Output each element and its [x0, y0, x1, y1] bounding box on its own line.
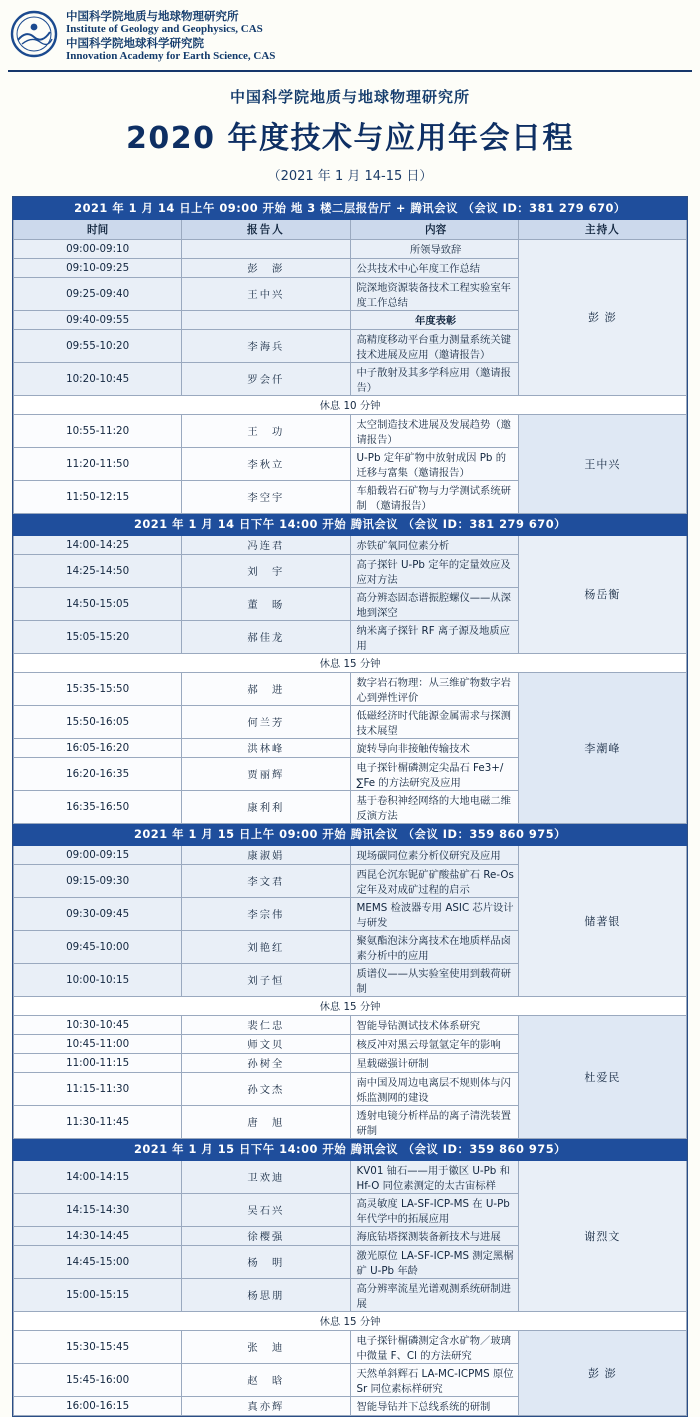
- column-header-content: 内容: [350, 219, 518, 239]
- agenda-speaker: 李空宇: [182, 480, 350, 513]
- agenda-time: 09:00-09:10: [14, 239, 182, 258]
- agenda-content: 所领导致辞: [350, 239, 518, 258]
- agenda-content: 高分辨率流星光谱观测系统研制进展: [350, 1278, 518, 1311]
- agenda-content: 数字岩石物理：从三维矿物数字岩心到弹性评价: [350, 672, 518, 705]
- agenda-speaker: 董 旸: [182, 587, 350, 620]
- break-label: 休息 10 分钟: [14, 395, 687, 414]
- break-row: [14, 996, 687, 1015]
- agenda-content: 高分辨态固态谱振腔螺仪——从深地到深空: [350, 587, 518, 620]
- agenda-time: 09:10-09:25: [14, 258, 182, 277]
- institute-seal-icon: [10, 10, 58, 58]
- agenda-content: U-Pb 定年矿物中放射成因 Pb 的迁移与富集（邀请报告）: [350, 447, 518, 480]
- agenda-speaker: [182, 239, 350, 258]
- column-header-time: 时间: [14, 219, 182, 239]
- agenda-time: 09:45-10:00: [14, 930, 182, 963]
- agenda-time: 15:50-16:05: [14, 705, 182, 738]
- agenda-time: 09:15-09:30: [14, 864, 182, 897]
- agenda-content: 院深地资源装备技术工程实验室年度工作总结: [350, 277, 518, 310]
- agenda-speaker: 真亦辉: [182, 1396, 350, 1415]
- agenda-speaker: 张 迪: [182, 1330, 350, 1363]
- agenda-content: 聚氨酯泡沫分离技术在地质样品卤素分析中的应用: [350, 930, 518, 963]
- agenda-speaker: 杨 明: [182, 1245, 350, 1278]
- agenda-content: 现场碳同位素分析仪研究及应用: [350, 845, 518, 864]
- agenda-content: 低磁经济时代能源金属需求与探测技术展望: [350, 705, 518, 738]
- agenda-content: 天然单斜辉石 LA-MC-ICPMS 原位 Sr 同位素标样研究: [350, 1363, 518, 1396]
- agenda-table: [13, 197, 687, 1416]
- agenda-speaker: 洪林峰: [182, 738, 350, 757]
- agenda-host: 谢烈文: [518, 1160, 686, 1311]
- agenda-row: [14, 1330, 687, 1363]
- agenda-speaker: 何兰芳: [182, 705, 350, 738]
- agenda-speaker: 徐樱强: [182, 1226, 350, 1245]
- agenda-content: 赤铁矿氧同位素分析: [350, 535, 518, 554]
- agenda-time: 11:30-11:45: [14, 1105, 182, 1138]
- agenda-speaker: 罗会仟: [182, 362, 350, 395]
- agenda-content: MEMS 检波器专用 ASIC 芯片设计与研发: [350, 897, 518, 930]
- agenda-speaker: [182, 310, 350, 329]
- title-date: （2021 年 1 月 14-15 日）: [267, 168, 433, 184]
- agenda-time: 10:20-10:45: [14, 362, 182, 395]
- agenda-content: 质谱仪——从实验室使用到载荷研制: [350, 963, 518, 996]
- institute-names: [66, 8, 275, 64]
- agenda-time: 11:15-11:30: [14, 1072, 182, 1105]
- agenda-time: 09:25-09:40: [14, 277, 182, 310]
- agenda-content: 激光原位 LA-SF-ICP-MS 测定黑榍矿 U-Pb 年龄: [350, 1245, 518, 1278]
- session-banner: 2021 年 1 月 14 日下午 14:00 开始 腾讯会议 （会议 ID：381 279 670）: [14, 513, 687, 535]
- column-header-speaker: 报告人: [182, 219, 350, 239]
- agenda-speaker: 冯连君: [182, 535, 350, 554]
- agenda-time: 11:50-12:15: [14, 480, 182, 513]
- institute-en-line2: Innovation Academy for Earth Science, CAS: [66, 50, 276, 63]
- agenda-time: 14:00-14:25: [14, 535, 182, 554]
- agenda-speaker: 郝 进: [182, 672, 350, 705]
- agenda-host: 储著银: [518, 845, 686, 996]
- agenda-host: 李潮峰: [518, 672, 686, 823]
- agenda-time: 16:20-16:35: [14, 757, 182, 790]
- agenda-content: 透射电镜分析样品的离子清洗装置研制: [350, 1105, 518, 1138]
- agenda-content: 旋转导向非接触传输技术: [350, 738, 518, 757]
- agenda-time: 15:45-16:00: [14, 1363, 182, 1396]
- agenda-speaker: 王中兴: [182, 277, 350, 310]
- agenda-host: 杜爱民: [518, 1015, 686, 1138]
- agenda-content: 车船载岩石矿物与力学测试系统研制 （邀请报告）: [350, 480, 518, 513]
- break-row: [14, 1311, 687, 1330]
- agenda-speaker: 吴石兴: [182, 1193, 350, 1226]
- agenda-host: 杨岳衡: [518, 535, 686, 653]
- agenda-speaker: 贾丽辉: [182, 757, 350, 790]
- agenda-speaker: 王 功: [182, 414, 350, 447]
- agenda-time: 09:30-09:45: [14, 897, 182, 930]
- institute-en-line1: Institute of Geology and Geophysics, CAS: [66, 23, 263, 36]
- agenda-content: 电子探针榍磷测定含水矿物／玻璃中微量 F、Cl 的方法研究: [350, 1330, 518, 1363]
- agenda-time: 15:05-15:20: [14, 620, 182, 653]
- agenda-speaker: 卫欢迪: [182, 1160, 350, 1193]
- agenda-speaker: 康淑娟: [182, 845, 350, 864]
- agenda-speaker: 孙文杰: [182, 1072, 350, 1105]
- agenda-time: 10:55-11:20: [14, 414, 182, 447]
- session-banner-row: [14, 513, 687, 535]
- agenda-content: 西昆仑沉东铌矿矿酸盐矿石 Re-Os 定年及对成矿过程的启示: [350, 864, 518, 897]
- agenda-speaker: 刘艳红: [182, 930, 350, 963]
- agenda-row: [14, 239, 687, 258]
- agenda-content: 公共技术中心年度工作总结: [350, 258, 518, 277]
- agenda-content: 太空制造技术进展及发展趋势（邀请报告）: [350, 414, 518, 447]
- agenda-row: [14, 1015, 687, 1034]
- agenda-speaker: 裴仁忠: [182, 1015, 350, 1034]
- agenda-time: 16:00-16:15: [14, 1396, 182, 1415]
- session-banner: 2021 年 1 月 15 日上午 09:00 开始 腾讯会议 （会议 ID：359 860 975）: [14, 823, 687, 845]
- agenda-host: 王中兴: [518, 414, 686, 513]
- agenda-speaker: 刘 宇: [182, 554, 350, 587]
- agenda-speaker: 刘子恒: [182, 963, 350, 996]
- agenda-content: 高精度移动平台重力测量系统关键技术进展及应用（邀请报告）: [350, 329, 518, 362]
- agenda-content: 高子探针 U-Pb 定年的定量效应及应对方法: [350, 554, 518, 587]
- agenda-speaker: 彭 澎: [182, 258, 350, 277]
- agenda-content: KV01 铀石——用于徽区 U-Pb 和 Hf-O 同位素测定的太古宙标样: [350, 1160, 518, 1193]
- agenda-speaker: 李文君: [182, 864, 350, 897]
- agenda-content: 电子探针榍磷测定尖晶石 Fe3+/∑Fe 的方法研究及应用: [350, 757, 518, 790]
- break-label: 休息 15 分钟: [14, 996, 687, 1015]
- agenda-speaker: 李宗伟: [182, 897, 350, 930]
- agenda-content: 基于卷积神经网络的大地电磁二维反演方法: [350, 790, 518, 823]
- agenda-time: 11:20-11:50: [14, 447, 182, 480]
- agenda-time: 14:30-14:45: [14, 1226, 182, 1245]
- agenda-time: 11:00-11:15: [14, 1053, 182, 1072]
- agenda-time: 14:00-14:15: [14, 1160, 182, 1193]
- letterhead: [0, 0, 700, 64]
- session-banner-row: [14, 197, 687, 219]
- institute-cn-line2: 中国科学院地球科学研究院: [66, 36, 204, 51]
- agenda-time: 10:00-10:15: [14, 963, 182, 996]
- agenda-time: 09:40-09:55: [14, 310, 182, 329]
- agenda-host: 彭 澎: [518, 1330, 686, 1415]
- agenda-time: 09:55-10:20: [14, 329, 182, 362]
- agenda-time: 14:50-15:05: [14, 587, 182, 620]
- agenda-content: 年度表彰: [350, 310, 518, 329]
- agenda-content: 智能导钻并下总线系统的研制: [350, 1396, 518, 1415]
- break-label: 休息 15 分钟: [14, 1311, 687, 1330]
- agenda-time: 09:00-09:15: [14, 845, 182, 864]
- agenda-row: [14, 414, 687, 447]
- agenda-row: [14, 845, 687, 864]
- agenda-speaker: 孙树全: [182, 1053, 350, 1072]
- agenda-time: 15:00-15:15: [14, 1278, 182, 1311]
- agenda-content: 南中国及周边电离层不规则体与闪烁监测网的建设: [350, 1072, 518, 1105]
- institute-cn-line1: 中国科学院地质与地球物理研究所: [66, 9, 239, 23]
- header-divider: [8, 70, 692, 72]
- agenda-speaker: 赵 晗: [182, 1363, 350, 1396]
- agenda-speaker: 师文贝: [182, 1034, 350, 1053]
- agenda-content: 纳米离子探针 RF 离子源及地质应用: [350, 620, 518, 653]
- agenda-row: [14, 1160, 687, 1193]
- agenda-content: 高灵敏度 LA-SF-ICP-MS 在 U-Pb 年代学中的拓展应用: [350, 1193, 518, 1226]
- agenda-content: 核反冲对黑云母氩氩定年的影响: [350, 1034, 518, 1053]
- agenda-content: 海底钻塔探测装备新技术与进展: [350, 1226, 518, 1245]
- page-title: 2020 年度技术与应用年会日程: [126, 120, 574, 156]
- agenda-speaker: 郝佳龙: [182, 620, 350, 653]
- agenda-speaker: 杨思朋: [182, 1278, 350, 1311]
- agenda-content: 中子散射及其多学科应用（邀请报告）: [350, 362, 518, 395]
- agenda-speaker: 李海兵: [182, 329, 350, 362]
- agenda-time: 16:35-16:50: [14, 790, 182, 823]
- agenda-time: 10:30-10:45: [14, 1015, 182, 1034]
- agenda-time: 14:45-15:00: [14, 1245, 182, 1278]
- title-block: [0, 86, 700, 184]
- session-banner: 2021 年 1 月 15 日下午 14:00 开始 腾讯会议 （会议 ID：359 860 975）: [14, 1138, 687, 1160]
- agenda-content: 智能导钻测试技术体系研究: [350, 1015, 518, 1034]
- column-header-row: [14, 219, 687, 239]
- break-label: 休息 15 分钟: [14, 653, 687, 672]
- agenda-row: [14, 535, 687, 554]
- agenda-time: 10:45-11:00: [14, 1034, 182, 1053]
- session-banner: 2021 年 1 月 14 日上午 09:00 开始 地 3 楼二层报告厅 + 腾讯会议 （会议 ID：381 279 670）: [14, 197, 687, 219]
- agenda-speaker: 唐 旭: [182, 1105, 350, 1138]
- agenda-host: 彭 澎: [518, 239, 686, 395]
- agenda-time: 14:25-14:50: [14, 554, 182, 587]
- agenda-speaker: 李秋立: [182, 447, 350, 480]
- agenda-time: 14:15-14:30: [14, 1193, 182, 1226]
- break-row: [14, 395, 687, 414]
- agenda-table-wrap: [12, 196, 688, 1417]
- agenda-time: 16:05-16:20: [14, 738, 182, 757]
- agenda-time: 15:30-15:45: [14, 1330, 182, 1363]
- session-banner-row: [14, 1138, 687, 1160]
- title-subtitle: 中国科学院地质与地球物理研究所: [229, 87, 470, 106]
- break-row: [14, 653, 687, 672]
- column-header-host: 主持人: [518, 219, 686, 239]
- session-banner-row: [14, 823, 687, 845]
- agenda-row: [14, 672, 687, 705]
- agenda-time: 15:35-15:50: [14, 672, 182, 705]
- agenda-content: 星载磁强计研制: [350, 1053, 518, 1072]
- agenda-speaker: 康利利: [182, 790, 350, 823]
